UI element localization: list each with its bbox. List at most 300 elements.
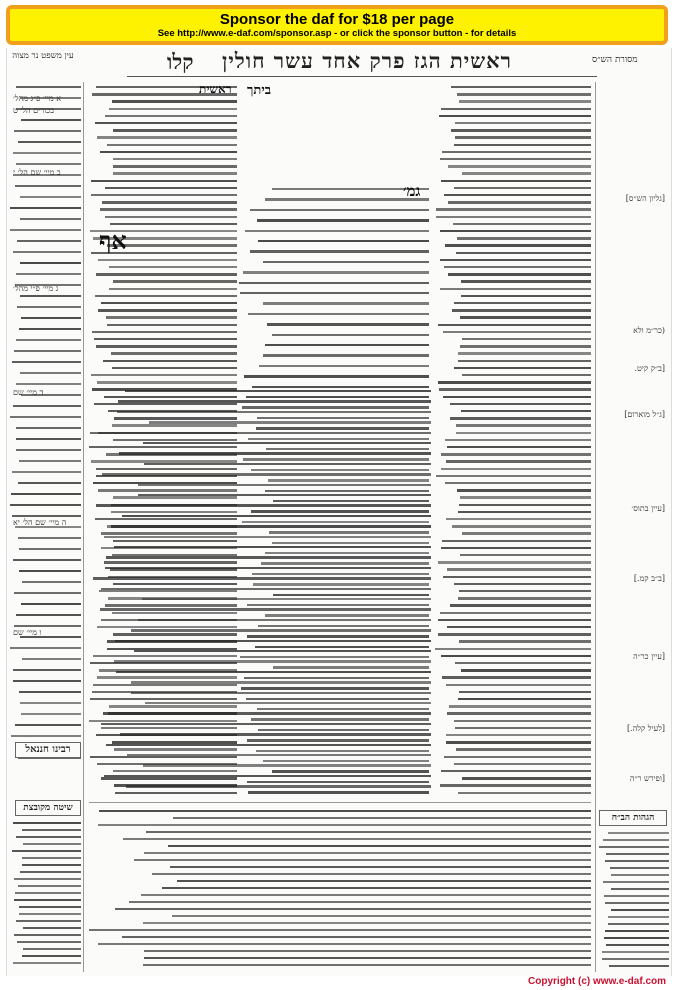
bottom-commentary xyxy=(89,808,591,972)
text-line xyxy=(20,196,81,198)
text-line xyxy=(106,556,431,558)
text-line xyxy=(106,316,237,318)
text-line xyxy=(18,141,81,143)
text-line xyxy=(438,324,591,326)
text-line xyxy=(439,388,592,390)
text-line xyxy=(17,306,81,308)
text-line xyxy=(98,824,591,826)
text-line xyxy=(267,323,429,325)
rashi-opening-word: ביתך xyxy=(247,83,271,98)
text-line xyxy=(122,515,431,517)
text-line xyxy=(438,381,591,383)
text-line xyxy=(459,691,591,693)
text-line xyxy=(457,93,591,95)
text-line xyxy=(123,838,591,840)
text-line xyxy=(609,965,669,967)
text-line xyxy=(109,288,237,290)
ein-mishpat-label: עין משפט נר מצוה xyxy=(12,51,74,61)
text-line xyxy=(462,172,591,174)
text-line xyxy=(14,934,81,936)
text-line xyxy=(603,881,669,883)
text-line xyxy=(461,410,591,412)
sponsor-banner[interactable] xyxy=(6,5,668,45)
text-line xyxy=(456,252,591,254)
text-line xyxy=(21,603,81,605)
text-line xyxy=(454,763,591,765)
text-line xyxy=(108,712,431,714)
text-line xyxy=(134,859,591,861)
margin-note: [ב״ב קמ.] xyxy=(633,574,665,583)
text-line xyxy=(14,899,81,901)
text-line xyxy=(19,570,81,572)
text-line xyxy=(89,929,591,931)
text-line xyxy=(441,655,591,657)
folio-number: קלו xyxy=(167,49,194,74)
text-line xyxy=(454,144,591,146)
text-line xyxy=(92,331,237,333)
gemara-opening-word: גמ׳ xyxy=(403,182,421,200)
text-line xyxy=(439,115,591,117)
text-line xyxy=(445,439,591,441)
text-line xyxy=(440,612,591,614)
text-line xyxy=(91,180,237,182)
text-line xyxy=(444,266,591,268)
text-line xyxy=(611,874,669,876)
text-line xyxy=(14,350,81,352)
text-line xyxy=(12,361,81,363)
text-line xyxy=(172,915,591,917)
text-line xyxy=(14,130,81,132)
text-line xyxy=(16,836,81,838)
text-line xyxy=(608,916,669,918)
ein-mishpat-note: ה מיי׳ שם הל׳ יא xyxy=(13,518,67,527)
text-line xyxy=(109,108,237,110)
text-line xyxy=(248,313,429,315)
text-line xyxy=(113,280,237,282)
text-line xyxy=(111,525,431,527)
text-line xyxy=(19,548,81,550)
text-line xyxy=(240,292,429,294)
text-line xyxy=(450,417,591,419)
text-line xyxy=(436,216,591,218)
text-line xyxy=(16,383,81,385)
text-line xyxy=(245,230,429,232)
text-line xyxy=(138,494,431,496)
text-line xyxy=(257,219,429,221)
text-line xyxy=(20,372,81,374)
text-line xyxy=(443,396,591,398)
text-line xyxy=(16,273,81,275)
text-line xyxy=(107,324,237,326)
ein-mishpat-note: בכורים הל׳ ט xyxy=(13,106,54,115)
text-line xyxy=(13,559,81,561)
text-line xyxy=(18,537,81,539)
text-line xyxy=(104,536,431,538)
text-line xyxy=(462,374,591,376)
text-line xyxy=(16,86,81,88)
text-line xyxy=(141,894,591,896)
text-line xyxy=(145,702,431,704)
text-line xyxy=(461,280,591,282)
text-line xyxy=(458,698,591,700)
text-line xyxy=(143,964,591,966)
text-line xyxy=(444,756,591,758)
text-line xyxy=(456,424,591,426)
text-line xyxy=(265,344,429,346)
text-line xyxy=(122,936,591,938)
text-line xyxy=(19,328,81,330)
text-line xyxy=(100,151,237,153)
text-line xyxy=(17,240,81,242)
text-line xyxy=(462,338,591,340)
text-line xyxy=(19,691,81,693)
text-line xyxy=(460,345,591,347)
text-line xyxy=(606,853,669,855)
text-line xyxy=(90,432,431,434)
text-line xyxy=(10,207,81,209)
text-line xyxy=(22,864,82,866)
text-line xyxy=(98,259,237,261)
text-line xyxy=(20,295,81,297)
text-line xyxy=(102,473,431,475)
text-line xyxy=(455,122,591,124)
text-line xyxy=(243,271,429,273)
text-line xyxy=(452,525,591,527)
text-line xyxy=(168,845,591,847)
text-line xyxy=(120,733,431,735)
text-line xyxy=(144,950,591,952)
hagahot-habach-box: הגהות הב״ח xyxy=(599,810,667,826)
text-line xyxy=(96,504,431,506)
text-line xyxy=(12,471,81,473)
text-line xyxy=(18,482,81,484)
text-line xyxy=(459,100,591,102)
text-line xyxy=(445,482,591,484)
text-line xyxy=(16,614,81,616)
text-line xyxy=(14,878,81,880)
text-line xyxy=(21,119,81,121)
text-line xyxy=(125,390,431,392)
text-line xyxy=(13,152,81,154)
text-line xyxy=(444,194,591,196)
text-line xyxy=(16,438,81,440)
text-line xyxy=(21,713,81,715)
text-line xyxy=(16,920,81,922)
talmud-page-scan xyxy=(6,48,672,976)
text-line xyxy=(105,115,237,117)
ein-mishpat-note: ד מיי׳ שם xyxy=(13,388,44,397)
text-line xyxy=(446,684,591,686)
text-line xyxy=(459,590,591,592)
text-line xyxy=(10,504,81,506)
text-line xyxy=(14,592,81,594)
text-line xyxy=(112,100,237,102)
text-line xyxy=(442,540,591,542)
margin-note: [ג״ל מוארום] xyxy=(624,410,665,419)
text-line xyxy=(143,922,591,924)
text-line xyxy=(162,887,591,889)
text-line xyxy=(446,518,591,520)
text-line xyxy=(138,619,431,621)
text-line xyxy=(250,209,429,211)
text-line xyxy=(458,360,591,362)
text-line xyxy=(455,727,591,729)
text-line xyxy=(605,930,669,932)
text-line xyxy=(443,331,591,333)
text-line xyxy=(98,309,237,311)
text-line xyxy=(21,317,81,319)
text-line xyxy=(447,712,591,714)
text-line xyxy=(143,442,431,444)
margin-note: (כר״מ ולא xyxy=(633,326,665,335)
text-line xyxy=(459,640,591,642)
text-line xyxy=(263,354,429,356)
text-line xyxy=(114,546,431,548)
text-line xyxy=(105,567,431,569)
text-line xyxy=(16,163,82,165)
text-line xyxy=(177,880,591,882)
text-line xyxy=(104,775,431,777)
copyright-link[interactable]: Copyright (c) www.e-daf.com xyxy=(528,976,666,987)
text-line xyxy=(445,244,591,246)
text-line xyxy=(462,532,591,534)
text-line xyxy=(100,208,237,210)
text-line xyxy=(438,633,591,635)
shita-mekubetzet-lines xyxy=(11,820,81,970)
text-line xyxy=(101,302,237,304)
text-line xyxy=(15,724,81,726)
text-line xyxy=(446,741,591,743)
margin-note: [ופירש ר״ה xyxy=(629,774,665,783)
text-line xyxy=(441,547,591,549)
text-line xyxy=(457,489,591,491)
text-line xyxy=(441,770,591,772)
text-line xyxy=(152,873,591,875)
text-line xyxy=(11,735,81,737)
text-line xyxy=(442,676,591,678)
text-line xyxy=(611,909,669,911)
left-margin-rule xyxy=(83,82,84,972)
text-line xyxy=(13,680,81,682)
text-line xyxy=(113,172,237,174)
text-line xyxy=(449,705,591,707)
text-line xyxy=(10,647,81,649)
text-line xyxy=(131,681,431,683)
margin-note: [עיין כר״ה xyxy=(633,652,665,661)
text-line xyxy=(113,158,237,160)
text-line xyxy=(440,288,591,290)
text-line xyxy=(129,901,591,903)
text-line xyxy=(17,941,81,943)
text-line xyxy=(459,504,591,506)
ein-mishpat-note: ו מיי׳ שם xyxy=(13,628,42,637)
text-line xyxy=(10,229,81,231)
text-line xyxy=(19,460,81,462)
text-line xyxy=(106,744,431,746)
text-line xyxy=(116,671,431,673)
text-line xyxy=(19,913,81,915)
text-line xyxy=(112,367,237,369)
mishnah-opening-word: אף xyxy=(99,226,127,255)
bottom-section-rule xyxy=(89,802,591,803)
tosafot-opening-word: ראשית xyxy=(199,82,232,96)
shita-mekubetzet-text xyxy=(11,820,81,970)
rabbenu-chananel-box: רבינו חננאל xyxy=(15,742,81,758)
text-line xyxy=(454,187,591,189)
ein-mishpat-lines xyxy=(9,84,81,764)
text-line xyxy=(114,660,431,662)
text-line xyxy=(96,345,237,347)
text-line xyxy=(457,237,591,239)
text-line xyxy=(20,262,81,264)
text-line xyxy=(440,784,591,786)
text-line xyxy=(113,129,237,131)
text-line xyxy=(105,216,237,218)
text-line xyxy=(438,619,591,621)
text-line xyxy=(131,692,431,694)
text-line xyxy=(239,282,429,284)
text-line xyxy=(458,352,591,354)
text-line xyxy=(447,446,591,448)
text-line xyxy=(452,309,591,311)
text-line xyxy=(460,496,591,498)
text-line xyxy=(611,888,669,890)
text-line xyxy=(98,943,591,945)
text-line xyxy=(454,302,591,304)
text-line xyxy=(111,352,237,354)
text-line xyxy=(258,240,429,242)
text-line xyxy=(250,250,429,252)
text-line xyxy=(461,295,591,297)
text-line xyxy=(259,365,429,367)
text-line xyxy=(440,259,591,261)
text-line xyxy=(13,669,81,671)
text-line xyxy=(142,598,431,600)
text-line xyxy=(440,230,591,232)
text-line xyxy=(105,187,237,189)
text-line xyxy=(134,650,431,652)
text-line xyxy=(91,194,237,196)
bottom-commentary-lines xyxy=(89,808,591,972)
text-line xyxy=(23,843,81,845)
text-line xyxy=(10,416,81,418)
text-line xyxy=(127,754,431,756)
text-line xyxy=(603,839,669,841)
text-line xyxy=(454,720,592,722)
text-line xyxy=(448,165,591,167)
text-line xyxy=(97,381,237,383)
text-line xyxy=(441,180,591,182)
text-line xyxy=(101,588,431,590)
text-line xyxy=(23,948,81,950)
text-line xyxy=(460,316,591,318)
text-line xyxy=(608,832,669,834)
text-line xyxy=(149,421,431,423)
text-line xyxy=(144,852,591,854)
ein-mishpat-note: ג מיי׳ פ״י מהל׳ xyxy=(13,284,59,293)
text-line xyxy=(608,923,669,925)
text-line xyxy=(462,777,591,779)
text-line xyxy=(458,792,591,794)
gemara-wide-section xyxy=(89,388,431,798)
text-line xyxy=(113,165,237,167)
text-line xyxy=(13,962,81,964)
text-line xyxy=(447,626,591,628)
text-line xyxy=(605,860,669,862)
text-line xyxy=(460,554,591,556)
text-line xyxy=(272,334,429,336)
text-line xyxy=(442,151,591,153)
margin-note: [ב״ק קיט. xyxy=(634,364,665,373)
text-line xyxy=(22,829,81,831)
text-line xyxy=(446,734,591,736)
text-line xyxy=(95,122,237,124)
text-line xyxy=(138,484,431,486)
text-line xyxy=(95,295,237,297)
rashi-lines xyxy=(435,84,591,800)
text-line xyxy=(100,608,431,610)
hagahot-habach-lines xyxy=(599,830,669,970)
rashi-column xyxy=(435,84,591,800)
text-line xyxy=(103,360,237,362)
ein-mishpat-note: א מיי׳ פ״ג מהל׳ xyxy=(13,94,62,103)
text-line xyxy=(448,273,591,275)
text-line xyxy=(146,831,591,833)
text-line xyxy=(118,400,431,402)
text-line xyxy=(22,581,81,583)
margin-note: [לעיל קלה.] xyxy=(626,724,665,733)
text-line xyxy=(602,951,669,953)
text-line xyxy=(448,201,591,203)
text-line xyxy=(441,453,591,455)
margin-note: [עיין בתוס׳ xyxy=(631,504,665,513)
text-line xyxy=(13,405,81,407)
text-line xyxy=(19,906,81,908)
text-line xyxy=(173,817,591,819)
text-line xyxy=(610,867,669,869)
text-line xyxy=(461,669,591,671)
header-rule xyxy=(127,76,597,77)
text-line xyxy=(119,452,431,454)
text-line xyxy=(454,583,591,585)
text-line xyxy=(115,908,591,910)
text-line xyxy=(244,375,429,377)
text-line xyxy=(15,892,81,894)
text-line xyxy=(436,208,591,210)
text-line xyxy=(102,201,237,203)
text-line xyxy=(131,629,431,631)
text-line xyxy=(446,460,591,462)
text-line xyxy=(109,266,237,268)
text-line xyxy=(456,432,591,434)
text-line xyxy=(91,374,237,376)
text-line xyxy=(450,403,591,405)
text-line xyxy=(144,463,431,465)
text-line xyxy=(22,955,81,957)
text-line xyxy=(20,218,81,220)
text-line xyxy=(170,866,591,868)
text-line xyxy=(107,144,237,146)
text-line xyxy=(115,640,431,642)
ein-mishpat-column xyxy=(9,84,81,764)
text-line xyxy=(110,223,237,225)
text-line xyxy=(454,367,591,369)
text-line xyxy=(455,662,591,664)
text-line xyxy=(143,764,431,766)
text-line xyxy=(126,785,431,787)
text-line xyxy=(94,338,237,340)
text-line xyxy=(458,597,591,599)
